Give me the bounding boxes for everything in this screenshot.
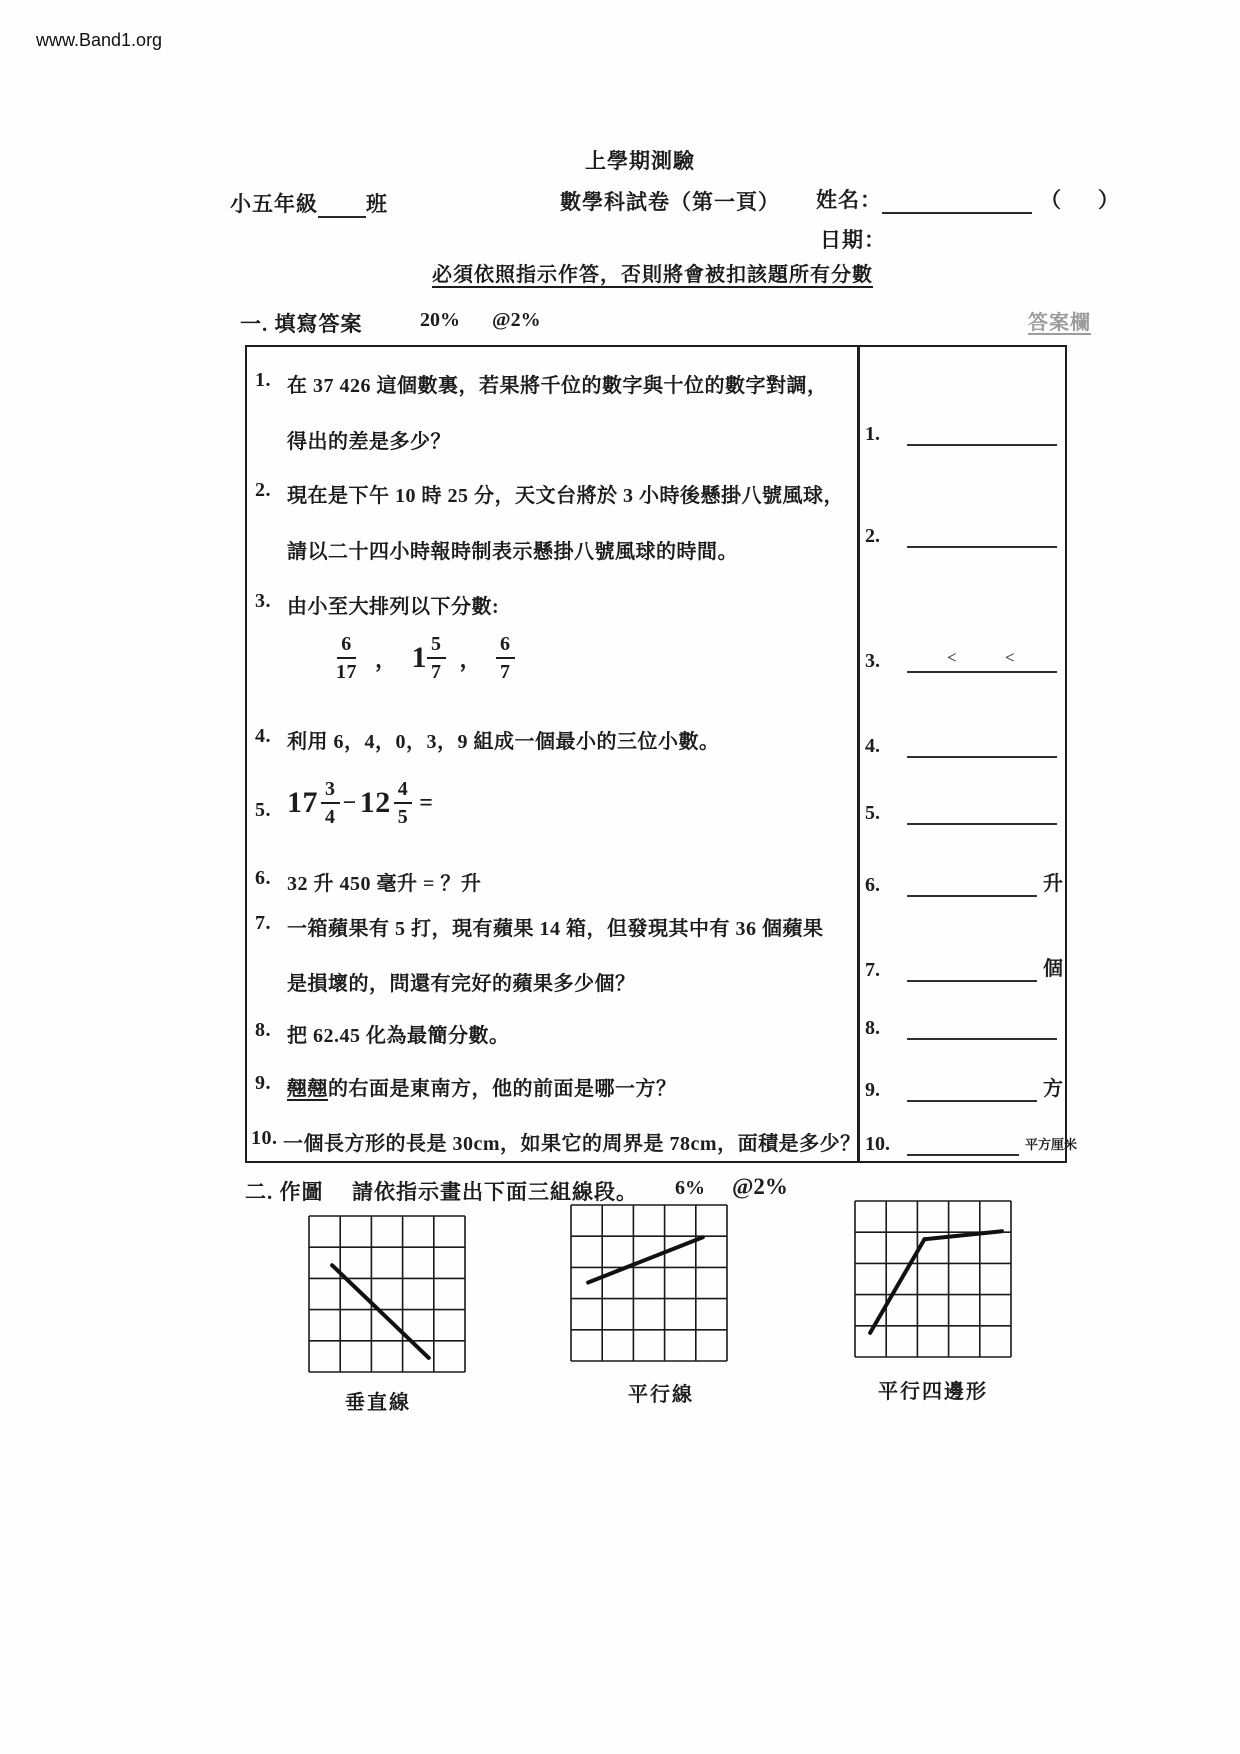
paren-open: （ [1040,188,1062,212]
section2-heading: 二. 作圖 [245,1180,324,1204]
question-3-fractions: $\frac{6}{17}$ ， 1 $\frac{5}{7}$ ， $\frac{6}{7}$ [332,632,515,684]
answer-blank-9 [907,1076,1037,1102]
caption-parallelogram: 平行四邊形 [878,1381,988,1403]
answer-blank-7 [907,956,1037,982]
grid-svg [308,1215,466,1373]
answer-row-8: 8. [865,1014,1057,1040]
answer-blank-2 [907,522,1057,548]
answer-blank-8 [907,1014,1057,1040]
less-than-sign: < [1005,648,1015,667]
paper-title: 數學科試卷（第一頁） [560,190,780,214]
grid-parallel-line [570,1204,728,1362]
section2-instruction: 請依指示畫出下面三組線段。 [352,1180,638,1204]
grid-svg [570,1204,728,1362]
name-label: 姓名： [816,188,882,212]
answer-blank-1 [907,420,1057,446]
grade-label: 小五年級 [230,192,318,216]
question-5-expression: 17 $\frac{3}{4}$ − 12 $\frac{4}{5}$ = [287,778,434,828]
section1-heading: 一. 填寫答案 [240,312,363,336]
answer-row-5: 5. [865,799,1057,825]
name-blank [882,192,1032,214]
answer-row-10: 10. 平方厘米 [865,1130,1077,1156]
question-9-text: 翹翹的右面是東南方，他的前面是哪一方？ [287,1078,677,1100]
answer-blank-10 [907,1130,1019,1156]
grid-perpendicular-line [308,1215,466,1373]
answer-blank-6 [907,871,1037,897]
class-line [230,188,388,218]
less-than-sign: < [947,648,957,667]
grid-svg [854,1200,1012,1358]
main-instruction: 必須依照指示作答，否則將會被扣該題所有分數 [432,264,873,286]
caption-parallel-line: 平行線 [628,1384,694,1406]
answer-row-7: 7. 個 [865,958,1063,981]
test-title: 上學期測驗 [585,149,695,173]
answer-blank-5 [907,799,1057,825]
grid-parallelogram [854,1200,1012,1358]
answer-row-9: 9. 方 [865,1078,1063,1101]
caption-perpendicular-line: 垂直線 [345,1392,411,1414]
section1-each-percent: @2% [492,309,541,331]
name-line [816,184,1120,214]
answer-column-divider [857,347,860,1161]
fraction-6-7: $\frac{6}{7}$ [496,632,515,684]
answer-column-label: 答案欄 [1028,312,1091,334]
date-label: 日期： [820,228,886,252]
section2-percent: 6% [675,1177,705,1199]
answer-row-1: 1. [865,420,1057,446]
class-suffix: 班 [366,192,388,216]
fraction-1-5-7: 1 $\frac{5}{7}$ [412,632,446,684]
fraction-6-17: $\frac{6}{17}$ [336,633,357,683]
answer-blank-3 [907,647,1057,673]
site-watermark: www.Band1.org [36,30,163,50]
answer-row-3: 3. < < [865,647,1057,673]
question-box: 1. 在 37 426 這個數裏，若果將千位的數字與十位的數字對調， 得出的差是多少？ 2. 現在是下午 10 時 25 分，天文台將於 3 小時後懸掛八號風球， 請以二十四小時報時制表示懸掛八號風球的時間。 3. 由小至大排列以下分數: $\frac{6}{17}$ ， 1 $\frac{5}{7}$ ， $\frac{6}{7}$ 4. 利用 6，4，0，3，9 組成一個最小的三位小數。 5. 17 $\frac{3}{4}$ − 12 $\frac{4}{5}$ = 6. 32 升 450 毫升 = ？升 7. 一箱蘋果有 5 打，現有蘋果 14 箱，但發現其中有 36 個蘋果 是損壞的，問還有完好的蘋果多少個？ 8. 把 62.45 化為最簡分數。 9. 翹翹的右面是東南方，他的前面是哪一方？ 10. 一個長方形的長是 30cm，如果它的周界是 78cm，面積是多少？ 1. 2. 3. < < 4. 5. 6. 升 7. 個 8. 9. 方 10. 平方厘米 [245,345,1067,1163]
answer-blank-4 [907,732,1057,758]
class-blank [318,196,366,218]
paren-close: ） [1098,188,1120,212]
section1-percent: 20% [420,309,460,331]
section2-each-percent: @2% [732,1174,788,1199]
answer-row-6: 6. 升 [865,873,1063,896]
answer-row-2: 2. [865,522,1057,548]
answer-row-4: 4. [865,732,1057,758]
